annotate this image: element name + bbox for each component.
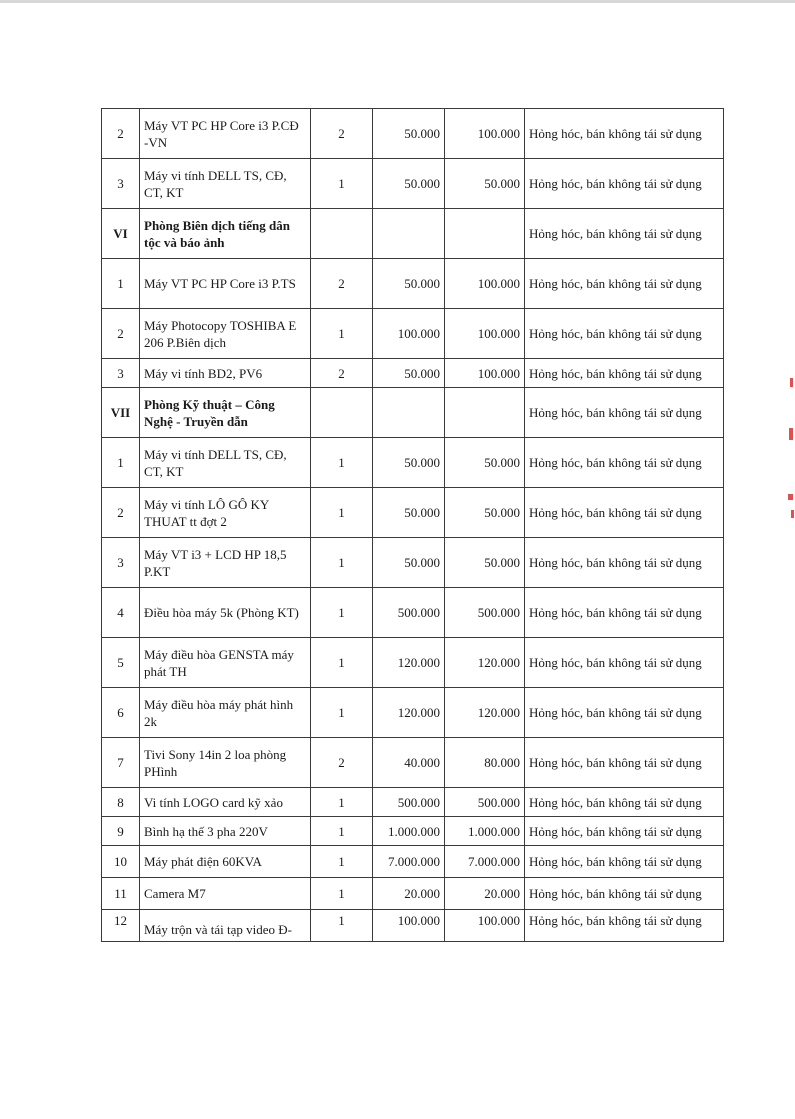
row-stt: 11 [102, 878, 140, 910]
row-total: 50.000 [445, 488, 525, 538]
row-note: Hỏng hóc, bán không tái sử dụng [525, 438, 724, 488]
row-quantity: 1 [311, 878, 373, 910]
row-total: 50.000 [445, 438, 525, 488]
row-stt: 5 [102, 638, 140, 688]
row-unit-price: 500.000 [373, 588, 445, 638]
table-row [102, 846, 724, 878]
row-note: Hỏng hóc, bán không tái sử dụng [525, 309, 724, 359]
row-total: 50.000 [445, 538, 525, 588]
row-unit-price: 50.000 [373, 109, 445, 159]
section-row [102, 209, 724, 259]
row-stt: VI [102, 209, 140, 259]
row-stt: VII [102, 388, 140, 438]
row-name: Camera M7 [140, 878, 311, 910]
row-stt: 2 [102, 488, 140, 538]
row-unit-price: 7.000.000 [373, 846, 445, 878]
row-note: Hỏng hóc, bán không tái sử dụng [525, 878, 724, 910]
table-row [102, 438, 724, 488]
row-name: Máy vi tính DELL TS, CĐ, CT, KT [140, 438, 311, 488]
page-top-edge [0, 0, 795, 3]
row-note: Hỏng hóc, bán không tái sử dụng [525, 359, 724, 388]
row-stt: 12 [102, 910, 140, 942]
row-note: Hỏng hóc, bán không tái sử dụng [525, 788, 724, 817]
row-note: Hỏng hóc, bán không tái sử dụng [525, 846, 724, 878]
row-unit-price: 50.000 [373, 438, 445, 488]
row-stt: 9 [102, 817, 140, 846]
row-unit-price: 100.000 [373, 910, 445, 942]
row-total: 100.000 [445, 309, 525, 359]
row-name: Máy VT PC HP Core i3 P.CĐ -VN [140, 109, 311, 159]
row-note: Hỏng hóc, bán không tái sử dụng [525, 738, 724, 788]
row-note: Hỏng hóc, bán không tái sử dụng [525, 488, 724, 538]
row-note: Hỏng hóc, bán không tái sử dụng [525, 538, 724, 588]
row-quantity: 1 [311, 910, 373, 942]
row-note: Hỏng hóc, bán không tái sử dụng [525, 817, 724, 846]
table-row [102, 309, 724, 359]
table-row [102, 588, 724, 638]
row-quantity: 1 [311, 638, 373, 688]
asset-disposal-table [101, 108, 724, 942]
row-unit-price: 40.000 [373, 738, 445, 788]
row-name: Tivi Sony 14in 2 loa phòng PHình [140, 738, 311, 788]
row-name: Phòng Kỹ thuật – Công Nghệ - Truyền dẫn [140, 388, 311, 438]
row-name: Máy VT PC HP Core i3 P.TS [140, 259, 311, 309]
row-quantity: 2 [311, 359, 373, 388]
row-total: 100.000 [445, 259, 525, 309]
row-quantity: 1 [311, 846, 373, 878]
stamp-fragment [791, 510, 794, 518]
row-unit-price: 20.000 [373, 878, 445, 910]
row-note: Hỏng hóc, bán không tái sử dụng [525, 259, 724, 309]
table-row [102, 738, 724, 788]
row-quantity: 1 [311, 538, 373, 588]
row-unit-price: 100.000 [373, 309, 445, 359]
row-note: Hỏng hóc, bán không tái sử dụng [525, 588, 724, 638]
row-total: 1.000.000 [445, 817, 525, 846]
row-quantity: 1 [311, 588, 373, 638]
row-stt: 3 [102, 359, 140, 388]
row-stt: 2 [102, 109, 140, 159]
row-stt: 6 [102, 688, 140, 738]
row-name: Máy vi tính DELL TS, CĐ, CT, KT [140, 159, 311, 209]
row-name: Máy VT i3 + LCD HP 18,5 P.KT [140, 538, 311, 588]
row-quantity: 2 [311, 738, 373, 788]
row-unit-price: 50.000 [373, 159, 445, 209]
table-row [102, 688, 724, 738]
row-note: Hỏng hóc, bán không tái sử dụng [525, 910, 724, 942]
row-total: 120.000 [445, 638, 525, 688]
row-quantity: 1 [311, 438, 373, 488]
row-stt: 2 [102, 309, 140, 359]
row-quantity: 2 [311, 259, 373, 309]
row-quantity: 1 [311, 688, 373, 738]
row-note: Hỏng hóc, bán không tái sử dụng [525, 388, 724, 438]
row-stt: 3 [102, 159, 140, 209]
row-total [445, 388, 525, 438]
table-row [102, 910, 724, 942]
table-body [102, 109, 724, 942]
row-total [445, 209, 525, 259]
row-name: Máy vi tính BD2, PV6 [140, 359, 311, 388]
row-total: 500.000 [445, 788, 525, 817]
table-row [102, 538, 724, 588]
table-row [102, 878, 724, 910]
row-stt: 10 [102, 846, 140, 878]
row-note: Hỏng hóc, bán không tái sử dụng [525, 688, 724, 738]
row-stt: 1 [102, 259, 140, 309]
row-quantity: 1 [311, 488, 373, 538]
row-unit-price: 500.000 [373, 788, 445, 817]
table-row [102, 788, 724, 817]
row-total: 100.000 [445, 359, 525, 388]
row-quantity: 1 [311, 788, 373, 817]
row-stt: 4 [102, 588, 140, 638]
row-name: Máy Photocopy TOSHIBA E 206 P.Biên dịch [140, 309, 311, 359]
stamp-fragment [789, 428, 793, 440]
row-note: Hỏng hóc, bán không tái sử dụng [525, 638, 724, 688]
row-unit-price [373, 388, 445, 438]
row-note: Hỏng hóc, bán không tái sử dụng [525, 209, 724, 259]
row-name: Vi tính LOGO card kỹ xảo [140, 788, 311, 817]
stamp-fragment [788, 494, 793, 500]
row-stt: 3 [102, 538, 140, 588]
row-stt: 8 [102, 788, 140, 817]
table-row [102, 159, 724, 209]
row-total: 7.000.000 [445, 846, 525, 878]
row-unit-price: 50.000 [373, 488, 445, 538]
row-unit-price [373, 209, 445, 259]
row-name: Máy phát điện 60KVA [140, 846, 311, 878]
section-row [102, 388, 724, 438]
row-stt: 1 [102, 438, 140, 488]
row-unit-price: 120.000 [373, 688, 445, 738]
row-unit-price: 50.000 [373, 359, 445, 388]
row-note: Hỏng hóc, bán không tái sử dụng [525, 109, 724, 159]
stamp-fragment [790, 378, 793, 387]
row-name: Máy điều hòa GENSTA máy phát TH [140, 638, 311, 688]
row-unit-price: 50.000 [373, 259, 445, 309]
table-row [102, 638, 724, 688]
row-unit-price: 50.000 [373, 538, 445, 588]
row-total: 500.000 [445, 588, 525, 638]
row-quantity: 1 [311, 309, 373, 359]
row-total: 80.000 [445, 738, 525, 788]
row-name: Máy vi tính LÔ GÔ KY THUAT tt đợt 2 [140, 488, 311, 538]
row-total: 100.000 [445, 109, 525, 159]
row-name: Máy điều hòa máy phát hình 2k [140, 688, 311, 738]
row-total: 120.000 [445, 688, 525, 738]
row-name: Điều hòa máy 5k (Phòng KT) [140, 588, 311, 638]
row-name: Phòng Biên dịch tiếng dân tộc và báo ảnh [140, 209, 311, 259]
row-name: Máy trộn và tái tạp video Đ- [140, 910, 311, 942]
row-unit-price: 120.000 [373, 638, 445, 688]
row-total: 50.000 [445, 159, 525, 209]
row-unit-price: 1.000.000 [373, 817, 445, 846]
table-row [102, 488, 724, 538]
table-row [102, 359, 724, 388]
row-quantity: 1 [311, 817, 373, 846]
row-total: 20.000 [445, 878, 525, 910]
row-name: Bình hạ thế 3 pha 220V [140, 817, 311, 846]
table-row [102, 109, 724, 159]
table-row [102, 259, 724, 309]
row-quantity [311, 209, 373, 259]
row-quantity: 1 [311, 159, 373, 209]
row-note: Hỏng hóc, bán không tái sử dụng [525, 159, 724, 209]
table-row [102, 817, 724, 846]
row-quantity [311, 388, 373, 438]
row-stt: 7 [102, 738, 140, 788]
row-quantity: 2 [311, 109, 373, 159]
row-total: 100.000 [445, 910, 525, 942]
